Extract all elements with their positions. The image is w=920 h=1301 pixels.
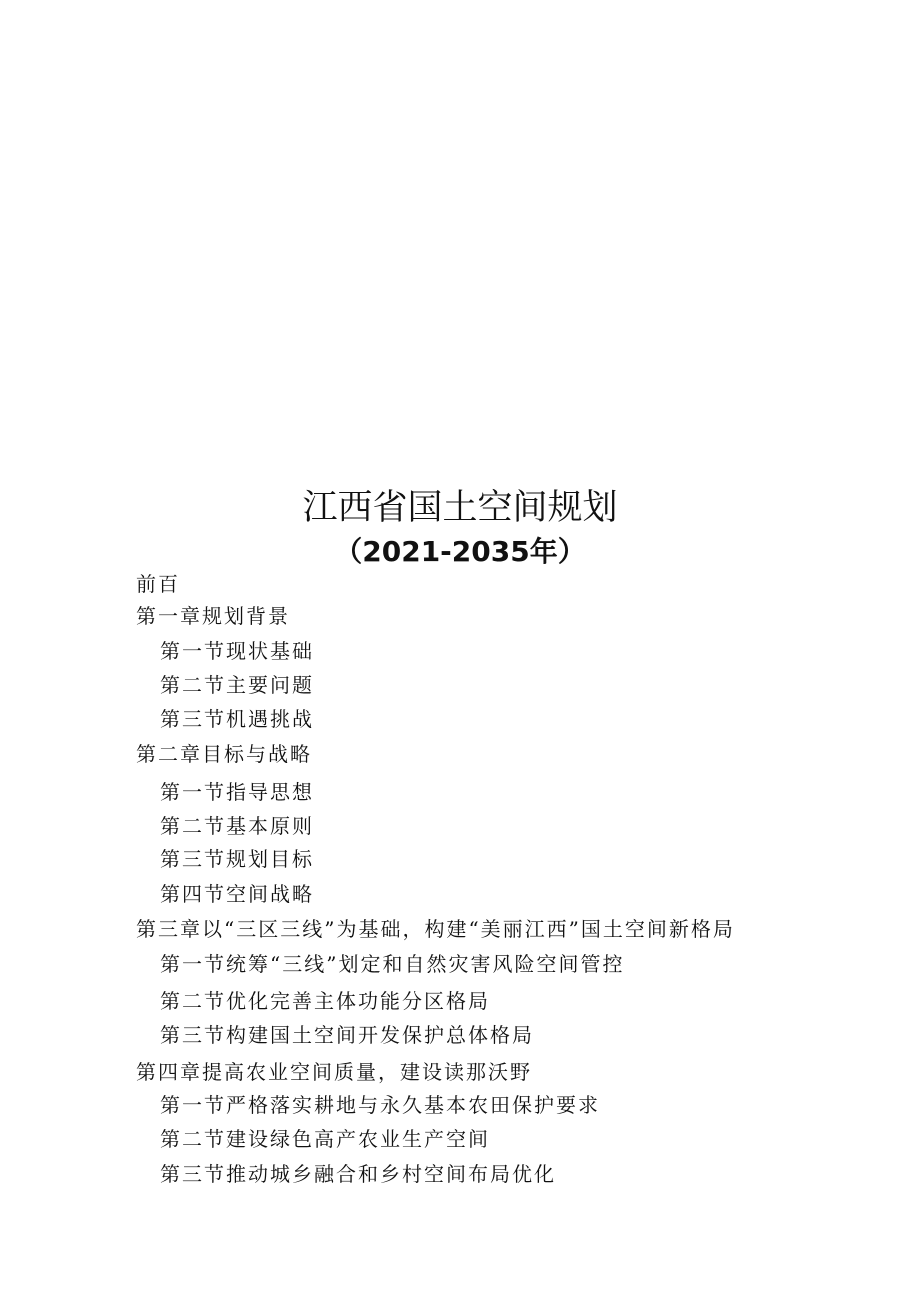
toc-section: 第三节构建国土空间开发保护总体格局 bbox=[160, 1023, 534, 1047]
toc-section: 第四节空间战略 bbox=[160, 882, 314, 906]
toc-chapter: 第三章以“三区三线”为基础，构建“美丽江西”国土空间新格局 bbox=[136, 917, 735, 941]
toc-chapter: 第二章目标与战略 bbox=[136, 742, 312, 766]
toc-section: 第三节机遇挑战 bbox=[160, 707, 314, 731]
toc-section: 第二节主要问题 bbox=[160, 673, 314, 697]
toc-chapter: 第四章提高农业空间质量，建设读那沃野 bbox=[136, 1060, 532, 1084]
document-subtitle: （2021-2035年） bbox=[334, 535, 586, 568]
document-title: 江西省国土空间规划 bbox=[302, 488, 618, 528]
toc-section: 第三节推动城乡融合和乡村空间布局优化 bbox=[160, 1162, 556, 1186]
toc-section: 第一节现状基础 bbox=[160, 639, 314, 663]
toc-chapter: 第一章规划背景 bbox=[136, 604, 290, 628]
toc-section: 第二节基本原则 bbox=[160, 814, 314, 838]
toc-section: 第二节优化完善主体功能分区格局 bbox=[160, 989, 490, 1013]
toc-entry-preface: 前百 bbox=[136, 572, 180, 596]
toc-section: 第三节规划目标 bbox=[160, 847, 314, 871]
toc-section: 第二节建设绿色高产农业生产空间 bbox=[160, 1127, 490, 1151]
toc-section: 第一节统筹“三线”划定和自然灾害风险空间管控 bbox=[160, 952, 625, 976]
toc-section: 第一节严格落实耕地与永久基本农田保护要求 bbox=[160, 1093, 600, 1117]
toc-section: 第一节指导思想 bbox=[160, 780, 314, 804]
